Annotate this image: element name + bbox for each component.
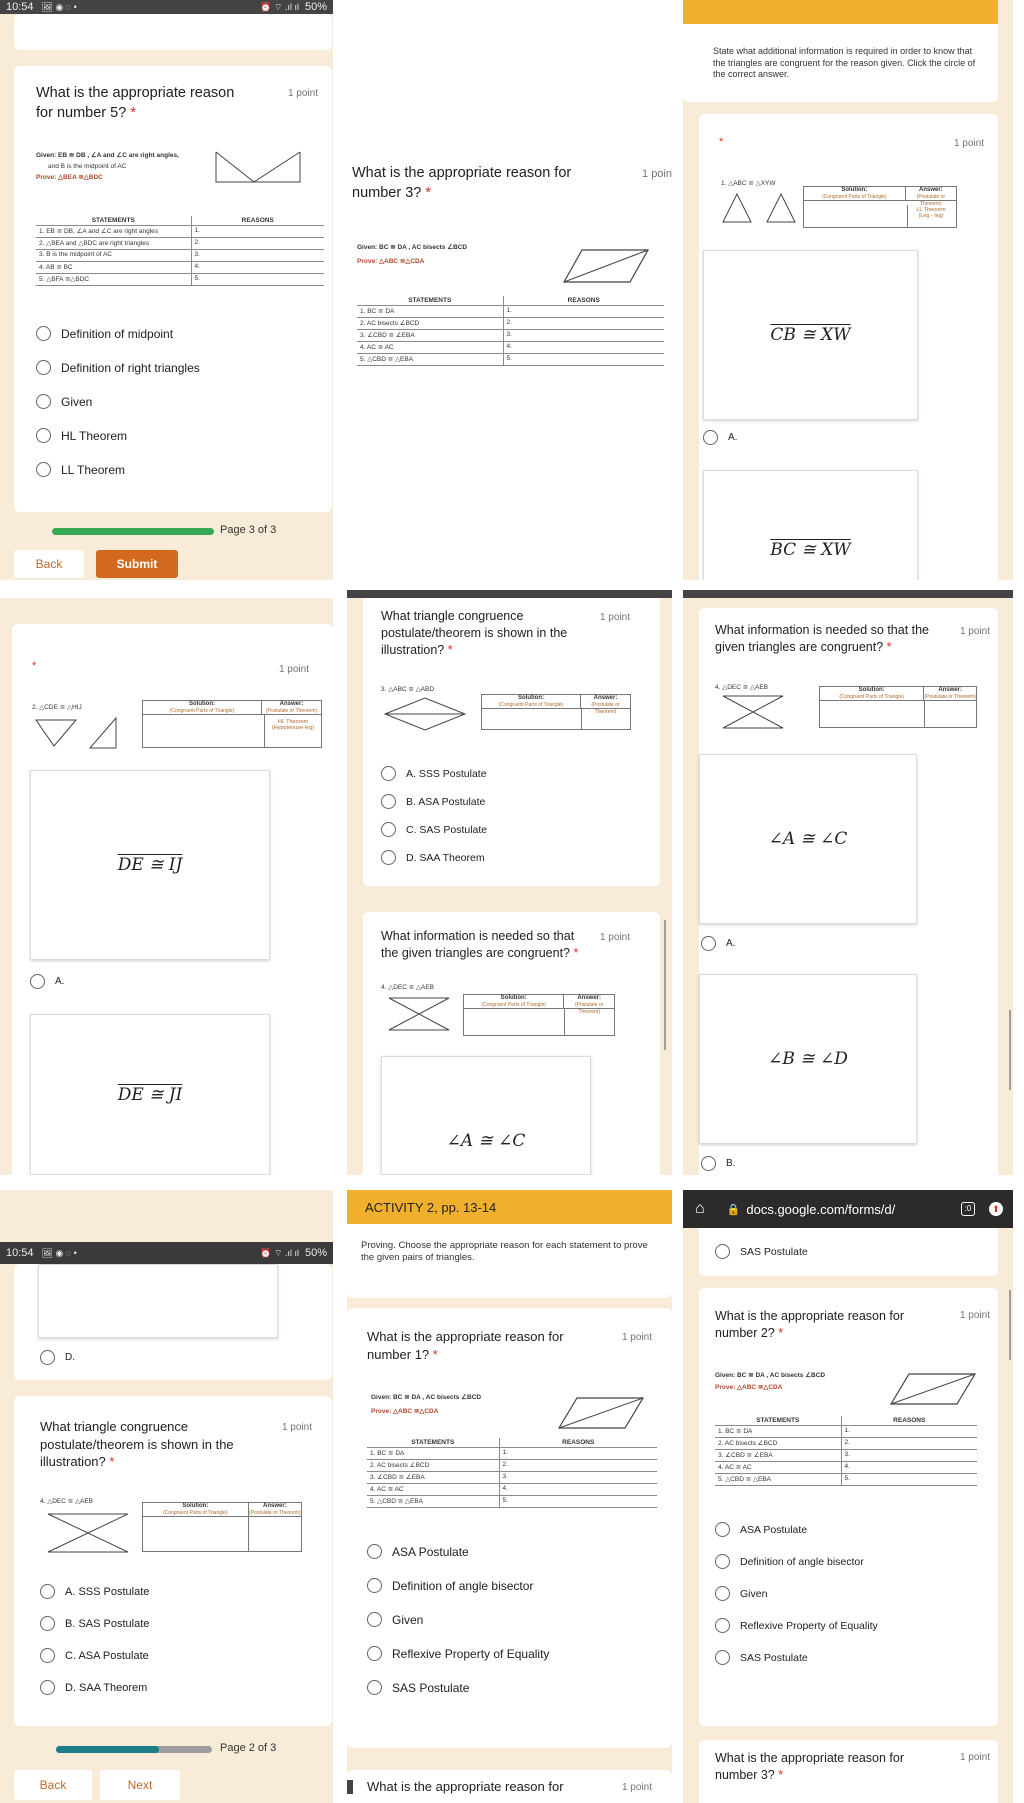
point-label: 1 point bbox=[278, 664, 309, 675]
scrollbar[interactable] bbox=[664, 920, 666, 1050]
statements-header: STATEMENTS bbox=[715, 1416, 841, 1426]
instruction-text: Proving. Choose the appropriate reason for each statement to prove the given pairs of triangles. bbox=[361, 1240, 648, 1264]
options-list bbox=[715, 1522, 878, 1665]
previous-card bbox=[14, 1264, 332, 1380]
reasons-header: REASONS bbox=[503, 296, 664, 306]
right-triangles-figure bbox=[32, 714, 132, 754]
question-title-2: What is the appropriate reason for bbox=[367, 1779, 564, 1794]
question-title: What is the appropriate reason for number 1? * bbox=[367, 1329, 564, 1362]
item-label: 4. △DEC ≅ △AEB bbox=[40, 1498, 94, 1505]
panel-question3 bbox=[347, 0, 672, 580]
option-saa-theorem[interactable]: D. SAA Theorem bbox=[40, 1680, 149, 1695]
radio-icon[interactable] bbox=[40, 1648, 55, 1663]
radio-icon[interactable] bbox=[40, 1680, 55, 1695]
radio-icon[interactable] bbox=[703, 430, 718, 445]
page-indicator: Page 2 of 3 bbox=[220, 1742, 277, 1754]
solution-table: Solution: (Congruent Parts of Triangle) Answer: (Postulate or Theorem) bbox=[819, 686, 977, 728]
answer-image-a: DE ≅ IJ bbox=[30, 770, 270, 960]
question-title: What is the appropriate reason for number 2? * bbox=[715, 1309, 904, 1340]
panel-question-sss bbox=[347, 590, 672, 1175]
question-card bbox=[14, 1396, 332, 1726]
progress-bar bbox=[56, 1746, 212, 1753]
prove-text: Prove: △ABC ≅△CDA bbox=[357, 258, 425, 265]
radio-icon[interactable] bbox=[40, 1350, 55, 1365]
solution-table: Solution: (Congruent Parts of Triangle) Answer: (Postulate or Theorem) HL Theorem (Hypotenuse-leg) bbox=[142, 700, 322, 748]
option-reflexive-property[interactable]: Reflexive Property of Equality bbox=[367, 1646, 549, 1661]
scrollbar[interactable] bbox=[1009, 1290, 1011, 1360]
next-question-card bbox=[347, 1770, 672, 1803]
given-text: Given: BC ≅ DA , AC bisects ∠BCD bbox=[357, 244, 468, 251]
question-card-2 bbox=[363, 912, 660, 1175]
proof-table bbox=[36, 216, 324, 286]
item-label: 4. △DEC ≅ △AEB bbox=[715, 684, 769, 691]
option-asa-postulate[interactable]: ASA Postulate bbox=[715, 1522, 878, 1537]
option-sss-postulate[interactable]: A. SSS Postulate bbox=[381, 766, 487, 781]
tabs-icon[interactable]: :0 bbox=[961, 1202, 975, 1216]
bowtie-figure bbox=[44, 1508, 134, 1558]
question-title: What is the appropriate reason for number 3? * bbox=[352, 165, 572, 201]
statements-header: STATEMENTS bbox=[36, 216, 191, 226]
panel-question2 bbox=[683, 1190, 1013, 1803]
radio-icon[interactable] bbox=[36, 428, 51, 443]
submit-button[interactable]: Submit bbox=[96, 550, 178, 578]
table-row: 1. BC ≅ DA 1. bbox=[715, 1426, 977, 1438]
triangles-figure bbox=[204, 148, 314, 188]
radio-icon[interactable] bbox=[367, 1578, 382, 1593]
statements-header: STATEMENTS bbox=[367, 1438, 499, 1448]
table-row: 1. BC ≅ DA 1. bbox=[367, 1448, 657, 1460]
bowtie-figure bbox=[385, 994, 455, 1034]
prove-text: Prove: △ABC ≅△CDA bbox=[371, 1408, 439, 1415]
point-label: 1 point bbox=[281, 1422, 312, 1433]
table-row: 3. B is the midpoint of AC 3. bbox=[36, 250, 324, 262]
radio-icon[interactable] bbox=[701, 1156, 716, 1171]
question-card bbox=[347, 1308, 672, 1748]
activity-banner bbox=[683, 0, 998, 24]
kite-figure bbox=[381, 694, 471, 734]
item-label-2: 4. △DEC ≅ △AEB bbox=[381, 984, 435, 991]
point-label: 1 point bbox=[959, 626, 990, 637]
question-card bbox=[699, 608, 998, 1175]
radio-icon[interactable] bbox=[367, 1544, 382, 1559]
url-bar[interactable]: docs.google.com/forms/d/ bbox=[746, 1201, 896, 1217]
question-card bbox=[699, 1288, 998, 1726]
option-ll-theorem[interactable]: LL Theorem bbox=[36, 462, 200, 477]
radio-icon[interactable] bbox=[30, 974, 45, 989]
answer-image-a: ∠A ≅ ∠C bbox=[381, 1056, 591, 1175]
radio-icon[interactable] bbox=[715, 1554, 730, 1569]
triangles-figure bbox=[719, 190, 799, 228]
question-card bbox=[12, 624, 333, 1175]
option-definition-of-midpoint[interactable]: Definition of midpoint bbox=[36, 326, 200, 341]
home-icon[interactable]: ⌂ bbox=[695, 1200, 705, 1217]
panel-page2 bbox=[0, 1190, 333, 1803]
proof-table bbox=[367, 1438, 657, 1508]
table-row: 4. AC ≅ AC 4. bbox=[715, 1462, 977, 1474]
option-sas-postulate[interactable]: C. SAS Postulate bbox=[381, 822, 487, 837]
option-hl-theorem[interactable]: HL Theorem bbox=[36, 428, 200, 443]
top-edge bbox=[0, 590, 333, 598]
page-indicator: Page 3 of 3 bbox=[220, 524, 277, 536]
instruction-card bbox=[347, 1224, 672, 1298]
table-row: 2. AC bisects ∠BCD 2. bbox=[367, 1460, 657, 1472]
panel-question-ll bbox=[683, 0, 1013, 580]
option-sas-postulate[interactable]: B. SAS Postulate bbox=[40, 1616, 149, 1631]
solution-table: Solution: (Congruent Parts of Triangle) Answer: (Postulate or Theorem) bbox=[481, 694, 631, 730]
bowtie-figure bbox=[719, 692, 789, 732]
option-a[interactable]: A. bbox=[30, 974, 64, 989]
scrollbar[interactable] bbox=[1009, 1010, 1011, 1090]
options-list bbox=[40, 1584, 149, 1695]
radio-icon[interactable] bbox=[381, 766, 396, 781]
radio-icon[interactable] bbox=[381, 822, 396, 837]
radio-icon[interactable] bbox=[381, 850, 396, 865]
prove-text: Prove: △BEA ≅△BDC bbox=[36, 174, 103, 181]
answer-image-a: CB ≅ XW bbox=[703, 250, 918, 420]
table-row: 5. △CBD ≅ △EBA 5. bbox=[715, 1474, 977, 1486]
item-label: 2. △CDE ≅ △HIJ bbox=[32, 704, 82, 711]
answer-image-b: BC ≅ XW bbox=[703, 470, 918, 580]
radio-icon[interactable] bbox=[715, 1244, 730, 1259]
radio-icon[interactable] bbox=[36, 394, 51, 409]
previous-card bbox=[699, 1228, 998, 1276]
option-definition-of-angle-bisector[interactable]: Definition of angle bisector bbox=[715, 1554, 878, 1569]
option-asa-postulate[interactable]: C. ASA Postulate bbox=[40, 1648, 149, 1663]
point-label: 1 poin bbox=[642, 168, 672, 180]
point-label: 1 point bbox=[599, 612, 630, 623]
panel-question1 bbox=[347, 1190, 672, 1803]
option-a[interactable]: A. bbox=[701, 936, 735, 951]
signal-icons: ⏰ ⌔ .ıl ıl bbox=[260, 1, 299, 12]
point-label-2: 1 point bbox=[599, 932, 630, 943]
prove-text: Prove: △ABC ≅△CDA bbox=[715, 1384, 783, 1391]
answer-image-a: ∠A ≅ ∠C bbox=[699, 754, 917, 924]
table-row: 1. EB ≅ DB, ∠A and ∠C are right angles 1. bbox=[36, 226, 324, 238]
table-row: 4. AC ≅ AC 4. bbox=[357, 342, 664, 354]
question-title: What information is needed so that the given triangles are congruent? * bbox=[715, 623, 930, 654]
point-label: 1 point bbox=[621, 1332, 652, 1343]
panel-question-hl bbox=[0, 590, 333, 1175]
option-sas-postulate-prev[interactable]: SAS Postulate bbox=[715, 1244, 808, 1259]
instruction-card bbox=[683, 24, 998, 102]
table-row: 1. BC ≅ DA 1. bbox=[357, 306, 664, 318]
answer-image-d bbox=[38, 1264, 278, 1338]
option-definition-of-right-triangles[interactable]: Definition of right triangles bbox=[36, 360, 200, 375]
option-a[interactable]: A. bbox=[703, 430, 737, 445]
statements-header: STATEMENTS bbox=[357, 296, 503, 306]
status-bar bbox=[0, 0, 333, 14]
back-button[interactable]: Back bbox=[14, 550, 84, 578]
browser-bar bbox=[683, 1190, 1013, 1228]
radio-icon[interactable] bbox=[381, 794, 396, 809]
table-row: 5. △BFA ≅△BDC 5. bbox=[36, 274, 324, 286]
point-label-2: 1 point bbox=[959, 1752, 990, 1763]
status-time: 10:54 bbox=[6, 1247, 34, 1259]
point-label-2: 1 point bbox=[621, 1782, 652, 1793]
answer-image-b: DE ≅ JI bbox=[30, 1014, 270, 1175]
given-text: Given: BC ≅ DA , AC bisects ∠BCD bbox=[371, 1394, 482, 1401]
option-b[interactable]: B. bbox=[701, 1156, 735, 1171]
radio-icon[interactable] bbox=[715, 1618, 730, 1633]
status-strip bbox=[683, 590, 1013, 598]
table-row: 3. ∠CBD ≅ ∠EBA 3. bbox=[357, 330, 664, 342]
radio-icon[interactable] bbox=[367, 1680, 382, 1695]
progress-fill bbox=[56, 1746, 159, 1753]
option-reflexive-property[interactable]: Reflexive Property of Equality bbox=[715, 1618, 878, 1633]
radio-icon[interactable] bbox=[715, 1522, 730, 1537]
status-strip bbox=[347, 590, 672, 598]
activity-banner bbox=[347, 1190, 672, 1224]
options-list bbox=[36, 326, 200, 477]
proof-table bbox=[357, 296, 664, 366]
upload-icon[interactable]: ⬆ bbox=[989, 1202, 1003, 1216]
point-label: 1 point bbox=[953, 138, 984, 149]
question-title: What triangle congruence postulate/theorem is shown in the illustration? * bbox=[381, 609, 568, 657]
lock-icon: 🔒 bbox=[726, 1203, 741, 1216]
progress-bar bbox=[52, 528, 214, 535]
proof-table bbox=[715, 1416, 977, 1486]
solution-table: Solution: (Congruent Parts of Triangle) Answer: (Postulate or Theorem) bbox=[142, 1502, 302, 1552]
status-time: 10:54 bbox=[6, 1, 34, 13]
point-label: 1 point bbox=[287, 88, 318, 99]
options-list bbox=[381, 766, 487, 865]
radio-icon[interactable] bbox=[36, 326, 51, 341]
answer-image-b: ∠B ≅ ∠D bbox=[699, 974, 917, 1144]
parallelogram-figure bbox=[562, 244, 652, 286]
solution-table-2: Solution: (Congruent Parts of Triangle) Answer: (Postulate or Theorem) bbox=[463, 994, 615, 1036]
drag-handle-icon[interactable] bbox=[347, 1780, 353, 1794]
table-row: 2. AC bisects ∠BCD 2. bbox=[357, 318, 664, 330]
question-title-2: What information is needed so that the given triangles are congruent? * bbox=[381, 929, 579, 960]
radio-icon[interactable] bbox=[36, 360, 51, 375]
option-sas-postulate[interactable]: SAS Postulate bbox=[367, 1680, 549, 1695]
given-text: Given: BC ≅ DA , AC bisects ∠BCD bbox=[715, 1372, 826, 1379]
status-bar bbox=[0, 1242, 333, 1264]
status-icons: 🖼 ◉ ◌ • bbox=[41, 1247, 77, 1258]
panel-page3-question5 bbox=[0, 0, 333, 580]
option-asa-postulate[interactable]: B. ASA Postulate bbox=[381, 794, 487, 809]
solution-table: Solution: (Congruent Parts of Triangle) Answer: (Postulate or Theorem) LL Theorem (Leg - leg) bbox=[803, 186, 957, 228]
table-row: 2. AC bisects ∠BCD 2. bbox=[715, 1438, 977, 1450]
question-card bbox=[699, 114, 998, 580]
table-row: 3. ∠CBD ≅ ∠EBA 3. bbox=[715, 1450, 977, 1462]
parallelogram-figure bbox=[889, 1368, 979, 1408]
status-icons: 🖼 ◉ ◌ • bbox=[41, 1, 77, 12]
next-question-card bbox=[699, 1740, 998, 1803]
table-row: 4. AC ≅ AC 4. bbox=[367, 1484, 657, 1496]
next-button[interactable]: Next bbox=[100, 1770, 180, 1800]
option-given[interactable]: Given bbox=[36, 394, 200, 409]
radio-icon[interactable] bbox=[40, 1584, 55, 1599]
reasons-header: REASONS bbox=[499, 1438, 657, 1448]
options-list bbox=[367, 1544, 549, 1695]
back-button[interactable]: Back bbox=[14, 1770, 92, 1800]
reasons-header: REASONS bbox=[841, 1416, 977, 1426]
radio-icon[interactable] bbox=[367, 1612, 382, 1627]
required-mark: * bbox=[32, 660, 37, 672]
question-card bbox=[363, 598, 660, 886]
option-asa-postulate[interactable]: ASA Postulate bbox=[367, 1544, 549, 1559]
radio-icon[interactable] bbox=[715, 1650, 730, 1665]
progress-fill bbox=[52, 528, 214, 535]
option-given[interactable]: Given bbox=[715, 1586, 878, 1601]
reasons-header: REASONS bbox=[191, 216, 324, 226]
instruction-text: State what additional information is required in order to know that the triangles are congruent for the reason given. Click the circle of the correct answer. bbox=[713, 46, 976, 80]
option-sas-postulate[interactable]: SAS Postulate bbox=[715, 1650, 878, 1665]
option-d[interactable]: D. bbox=[40, 1350, 75, 1365]
radio-icon[interactable] bbox=[36, 462, 51, 477]
option-given[interactable]: Given bbox=[367, 1612, 549, 1627]
radio-icon[interactable] bbox=[367, 1646, 382, 1661]
question-title-2: What is the appropriate reason for number 3? * bbox=[715, 1751, 904, 1782]
point-label: 1 point bbox=[959, 1310, 990, 1321]
parallelogram-figure bbox=[557, 1392, 647, 1432]
option-sss-postulate[interactable]: A. SSS Postulate bbox=[40, 1584, 149, 1599]
required-mark: * bbox=[719, 136, 724, 148]
given-text-2: and B is the midpoint of AC bbox=[48, 163, 127, 170]
item-label: 3. △ABC ≅ △ABD bbox=[381, 686, 435, 693]
item-label: 1. △ABC ≅ △XYW bbox=[721, 180, 776, 187]
battery-level: 50% bbox=[304, 1247, 327, 1259]
table-row: 4. AB ≅ BC 4. bbox=[36, 262, 324, 274]
option-definition-of-angle-bisector[interactable]: Definition of angle bisector bbox=[367, 1578, 549, 1593]
panel-question-angles bbox=[683, 590, 1013, 1175]
question-card bbox=[14, 66, 332, 512]
previous-card bbox=[14, 14, 332, 50]
table-row: 2. △BEA and △BDC are right triangles 2. bbox=[36, 238, 324, 250]
table-row: 5. △CBD ≅ △EBA 5. bbox=[367, 1496, 657, 1508]
question-title: What triangle congruence postulate/theorem is shown in the illustration? * bbox=[40, 1419, 234, 1470]
activity-title: ACTIVITY 2, pp. 13-14 bbox=[365, 1200, 497, 1215]
table-row: 5. △CBD ≅ △EBA 5. bbox=[357, 354, 664, 366]
table-row: 3. ∠CBD ≅ ∠EBA 3. bbox=[367, 1472, 657, 1484]
option-saa-theorem[interactable]: D. SAA Theorem bbox=[381, 850, 487, 865]
radio-icon[interactable] bbox=[40, 1616, 55, 1631]
battery-level: 50% bbox=[304, 1, 327, 13]
given-text: Given: EB ≅ DB , ∠A and ∠C are right angles, bbox=[36, 152, 179, 159]
radio-icon[interactable] bbox=[701, 936, 716, 951]
question-title: What is the appropriate reason for number 5? * bbox=[36, 85, 235, 121]
signal-icons: ⏰ ⌔ .ıl ıl bbox=[260, 1247, 299, 1258]
radio-icon[interactable] bbox=[715, 1586, 730, 1601]
